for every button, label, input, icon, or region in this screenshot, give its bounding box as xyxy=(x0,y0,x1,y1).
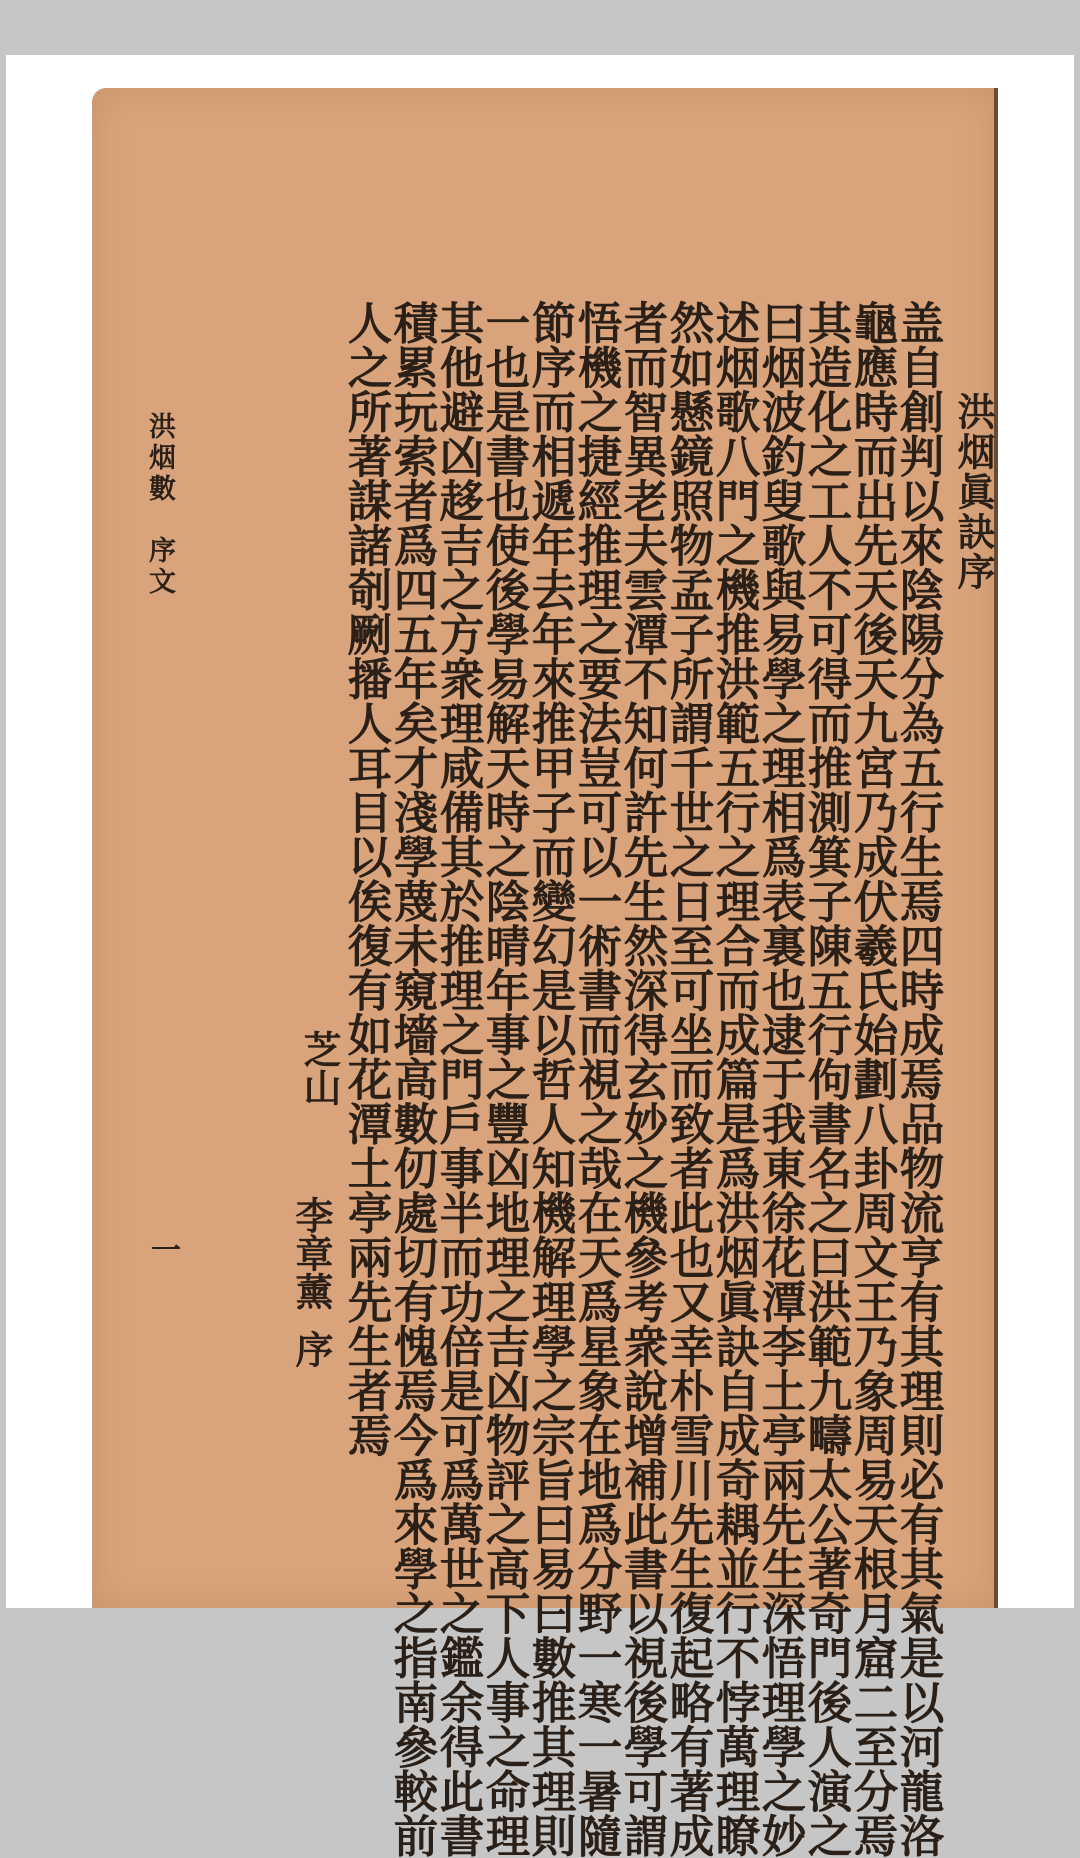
margin-running-title: 洪烟數 序文 xyxy=(144,412,175,598)
text-column-8: 悟機之捷經推理之要法豈可以一術書而視之哉在天爲星象在地爲分野一寒一暑隨 xyxy=(570,300,622,1858)
text-column-2: 龜應時而出先天後天九宮乃成伏羲氏始劃八卦周文王乃象周易天根月窟二至分焉 xyxy=(846,300,898,1858)
text-column-9: 節序而相遞年去年來推甲子而變幻是以哲人知機解理學之宗旨曰易曰數推其理則 xyxy=(524,300,576,1858)
text-column-13: 人之所著謀諸剞劂播人耳目以俟復有如花潭土亭兩先生者焉 xyxy=(340,300,392,1457)
signature-mark: 序 xyxy=(289,1330,334,1368)
text-column-4: 曰烟波釣叟歌與易學之理相爲表裏也逮于我東徐花潭李土亭兩先生深悟理學之妙 xyxy=(754,300,806,1858)
text-column-5: 述烟歌八門之機推洪範五行之理合而成篇是爲洪烟眞訣自成奇耦並行不悖萬理瞭 xyxy=(708,300,760,1858)
text-column-6: 然如懸鏡照物孟子所謂千世之日至可坐而致者此也又幸朴雪川先生復起略有著成 xyxy=(662,300,714,1858)
signature-author: 李章薰 xyxy=(289,1196,334,1310)
text-column-12: 積累玩索者爲四五年矣才淺學蔑未窺墻高數仞處切有愧焉今爲來學之指南參較前 xyxy=(386,300,438,1858)
text-column-7: 者而智異老夫雲潭不知何許先生然深得玄妙之機參考衆說增補此書以視後學可謂 xyxy=(616,300,668,1858)
text-column-10: 一也是書也使後學易解天時之陰晴年事之豐凶地理之吉凶物評之高下人事之命理 xyxy=(478,300,530,1858)
text-column-11: 其他避凶趍吉之方衆理咸備其於推理之門戶事半而功倍是可爲萬世之鑑余得此書 xyxy=(432,300,484,1858)
signature-pen-name: 芝山 xyxy=(297,1030,342,1106)
folio-number: 一 xyxy=(145,1234,180,1264)
text-column-3: 其造化之工人不可得而推測箕子陳五行佝書名之曰洪範九疇太公著奇門後人演之 xyxy=(800,300,852,1858)
preface-title: 洪烟眞訣序 xyxy=(951,392,996,592)
page-spine-edge xyxy=(994,88,998,1608)
text-column-1: 盖自創判以來陰陽分為五行生焉四時成焉品物流亨有其理則必有其氣是以河龍洛 xyxy=(892,300,944,1858)
